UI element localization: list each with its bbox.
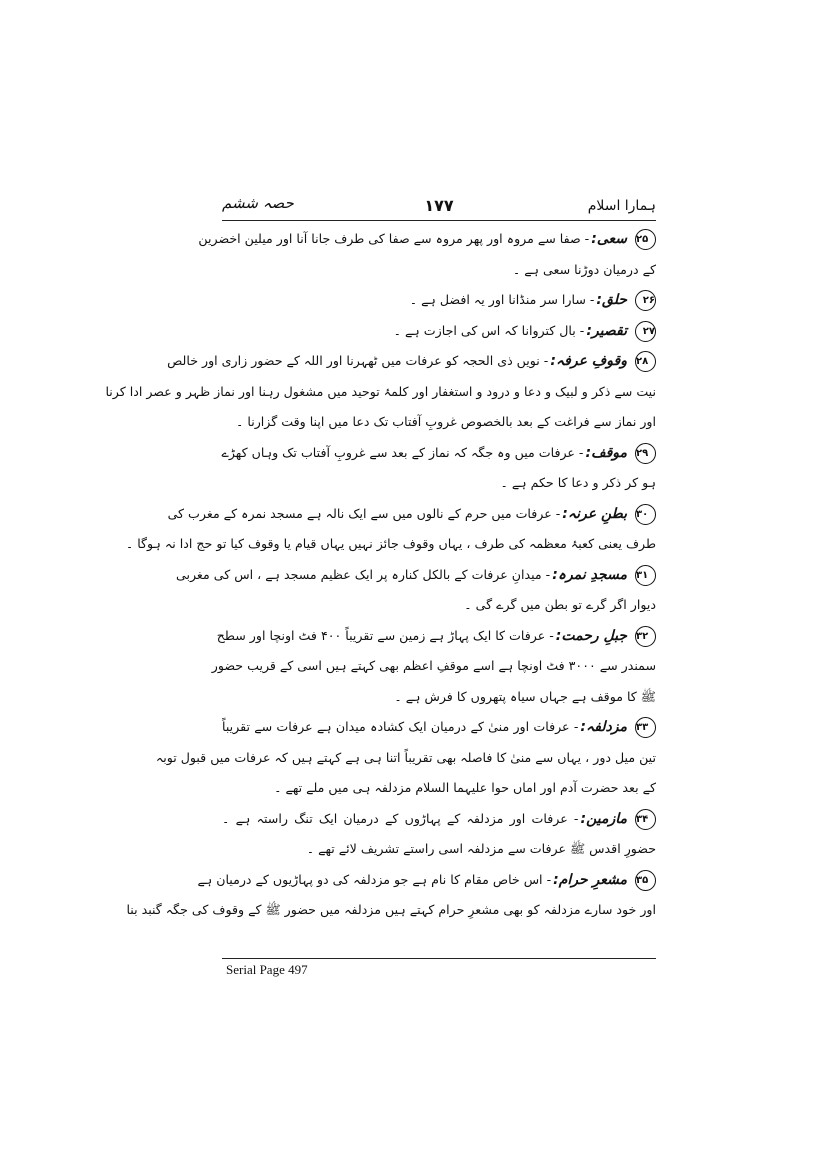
glossary-entry	[222, 804, 656, 865]
entry-text: - عرفات میں حرم کے نالوں میں سے ایک نالہ ہے مسجد نمرہ کے مغرب کی	[167, 505, 561, 521]
entry-line	[222, 682, 656, 713]
entry-text: کے درمیان دوڑنا سعی ہے ۔	[512, 261, 656, 277]
entry-line	[222, 712, 656, 743]
glossary-entry	[222, 316, 656, 347]
entry-text: طرف یعنی کعبۂ معظمہ کی طرف ، یہاں وقوف جائز نہیں یہاں قیام یا وقوف کیا تو حج ادا نہ ہوگا ۔	[125, 536, 656, 551]
entry-line	[175, 560, 656, 591]
entry-term: موقف:	[585, 444, 627, 461]
glossary-entry	[211, 621, 656, 713]
entry-line	[167, 346, 656, 377]
entry-text: - اس خاص مقام کا نام ہے جو مزدلفہ کی دو پہاڑیوں کے درمیان ہے	[197, 871, 552, 887]
entry-line	[125, 529, 656, 560]
glossary-entry	[222, 438, 656, 499]
entry-line	[222, 468, 656, 499]
entry-number: ۳۴	[635, 809, 656, 830]
entry-text: کے بعد حضرت آدم اور اماں حوا علیہما السلام مزدلفہ ہی میں ملے تھے ۔	[274, 780, 656, 795]
entry-line	[222, 834, 656, 865]
entry-term: حلق:	[596, 292, 627, 308]
entry-number: ۳۵	[635, 870, 656, 891]
entry-term: بطنِ عرنہ:	[562, 505, 627, 522]
footer-rule	[222, 958, 656, 959]
entry-text: دیوار اگر گرے تو بطن میں گرے گی ۔	[464, 597, 656, 612]
glossary-entry	[126, 865, 656, 926]
entry-line	[167, 499, 656, 530]
entry-line	[126, 895, 656, 926]
entry-text: - عرفات کا ایک پہاڑ ہے زمین سے تقریباً ۴۰۰ فٹ اونچا اور سطح	[216, 627, 554, 643]
entry-term: مازمین:	[580, 810, 627, 827]
entry-text: - صفا سے مروہ اور پھر مروہ سے صفا کی طرف جانا آنا اور میلین اخضرین	[198, 231, 590, 246]
entry-text: - میدانِ عرفات کے بالکل کنارہ پر ایک عظیم مسجد ہے ، اس کی مغربی	[175, 566, 551, 582]
header-rule	[222, 220, 656, 221]
entry-line	[155, 743, 656, 774]
entry-line	[216, 621, 656, 652]
entry-text: حضورِ اقدس ﷺ عرفات سے مزدلفہ اسی راستے تشریف لائے تھے ۔	[306, 841, 656, 856]
glossary-entry	[222, 285, 656, 316]
entry-text: ہو کر ذکر و دعا کا حکم ہے ۔	[500, 475, 656, 490]
entry-text: - سارا سر منڈانا اور یہ افضل ہے ۔	[409, 292, 595, 307]
entry-term: تقصیر:	[586, 322, 627, 339]
entry-term: مزدلفہ:	[580, 719, 627, 735]
glossary-entry	[125, 499, 656, 560]
entry-line	[222, 316, 656, 347]
glossary-entry	[105, 346, 656, 438]
entry-number: ۳۰	[635, 504, 656, 525]
entry-line	[222, 590, 656, 621]
entry-line	[198, 224, 656, 255]
entry-line	[211, 651, 656, 682]
glossary-entry	[198, 224, 656, 285]
entry-line	[222, 438, 656, 469]
entry-line	[222, 407, 656, 438]
entry-term: جبلِ رحمت:	[555, 627, 627, 644]
book-page	[105, 180, 656, 960]
section-label: حصہ ششم	[222, 194, 294, 212]
entry-text: اور خود سارے مزدلفہ کو بھی مشعرِ حرام کہتے ہیں مزدلفہ میں حضور ﷺ کے وقوف کی جگہ گنبد بنا	[126, 902, 656, 917]
entry-line	[105, 377, 656, 408]
entry-term: مشعرِ حرام:	[553, 871, 627, 888]
entry-text: اور نماز سے فراغت کے بعد بالخصوص غروبِ آفتاب تک دعا میں اپنا وقت گزارنا ۔	[235, 414, 656, 429]
entry-number: ۲۸	[635, 351, 656, 372]
entry-text: - عرفات اور منیٰ کے درمیان ایک کشادہ میدان ہے عرفات سے تقریباً	[222, 719, 579, 734]
glossary-entry	[175, 560, 656, 621]
book-title: ہمارا اسلام	[587, 198, 656, 214]
entry-number: ۳۱	[635, 565, 656, 586]
entry-term: وقوفِ عرفہ:	[550, 353, 627, 369]
page-number: ۱۷۷	[424, 196, 454, 215]
entry-text: تین میل دور ، یہاں سے منیٰ کا فاصلہ بھی تقریباً اتنا ہی ہے کہتے ہیں کہ عرفات میں قبول توبہ	[155, 749, 656, 765]
entry-term: سعی:	[591, 231, 627, 247]
entry-text: - نویں ذی الحجہ کو عرفات میں ٹھہرنا اور اللہ کے حضور زاری اور خالص	[167, 353, 549, 368]
entry-line	[222, 285, 656, 316]
entry-text: - بال کتروانا کہ اس کی اجازت ہے ۔	[393, 322, 585, 338]
entry-number: ۲۹	[635, 443, 656, 464]
entry-text: سمندر سے ۳۰۰۰ فٹ اونچا ہے اسے موقفِ اعظم بھی کہتے ہیں اسی کے قریب حضور	[211, 658, 656, 673]
entry-line	[197, 865, 656, 896]
glossary-entry	[155, 712, 656, 804]
entry-number: ۲۵	[635, 229, 656, 250]
glossary-body	[105, 224, 656, 926]
entry-number: ۲۷	[635, 321, 656, 342]
running-header	[222, 194, 656, 222]
entry-text: - عرفات اور مزدلفہ کے پہاڑوں کے درمیان ایک تنگ راستہ ہے ۔	[222, 810, 579, 826]
entry-text: ﷺ کا موقف ہے جہاں سیاہ پتھروں کا فرش ہے ۔	[394, 688, 656, 704]
entry-number: ۳۲	[635, 626, 656, 647]
serial-page-label: Serial Page 497	[226, 962, 308, 977]
entry-number: ۲۶	[635, 290, 656, 311]
entry-line	[222, 773, 656, 804]
entry-line	[222, 804, 656, 835]
entry-text: نیت سے ذکر و لبیک و دعا و درود و استغفار اور کلمۂ توحید میں مشغول رہنا اور نماز ظہر و عصر ادا کرنا	[105, 383, 656, 399]
entry-number: ۳۳	[635, 717, 656, 738]
entry-line	[222, 255, 656, 286]
entry-text: - عرفات میں وہ جگہ کہ نماز کے بعد سے غروبِ آفتاب تک وہاں کھڑے	[221, 444, 584, 460]
entry-term: مسجدِ نمرہ:	[552, 566, 627, 583]
